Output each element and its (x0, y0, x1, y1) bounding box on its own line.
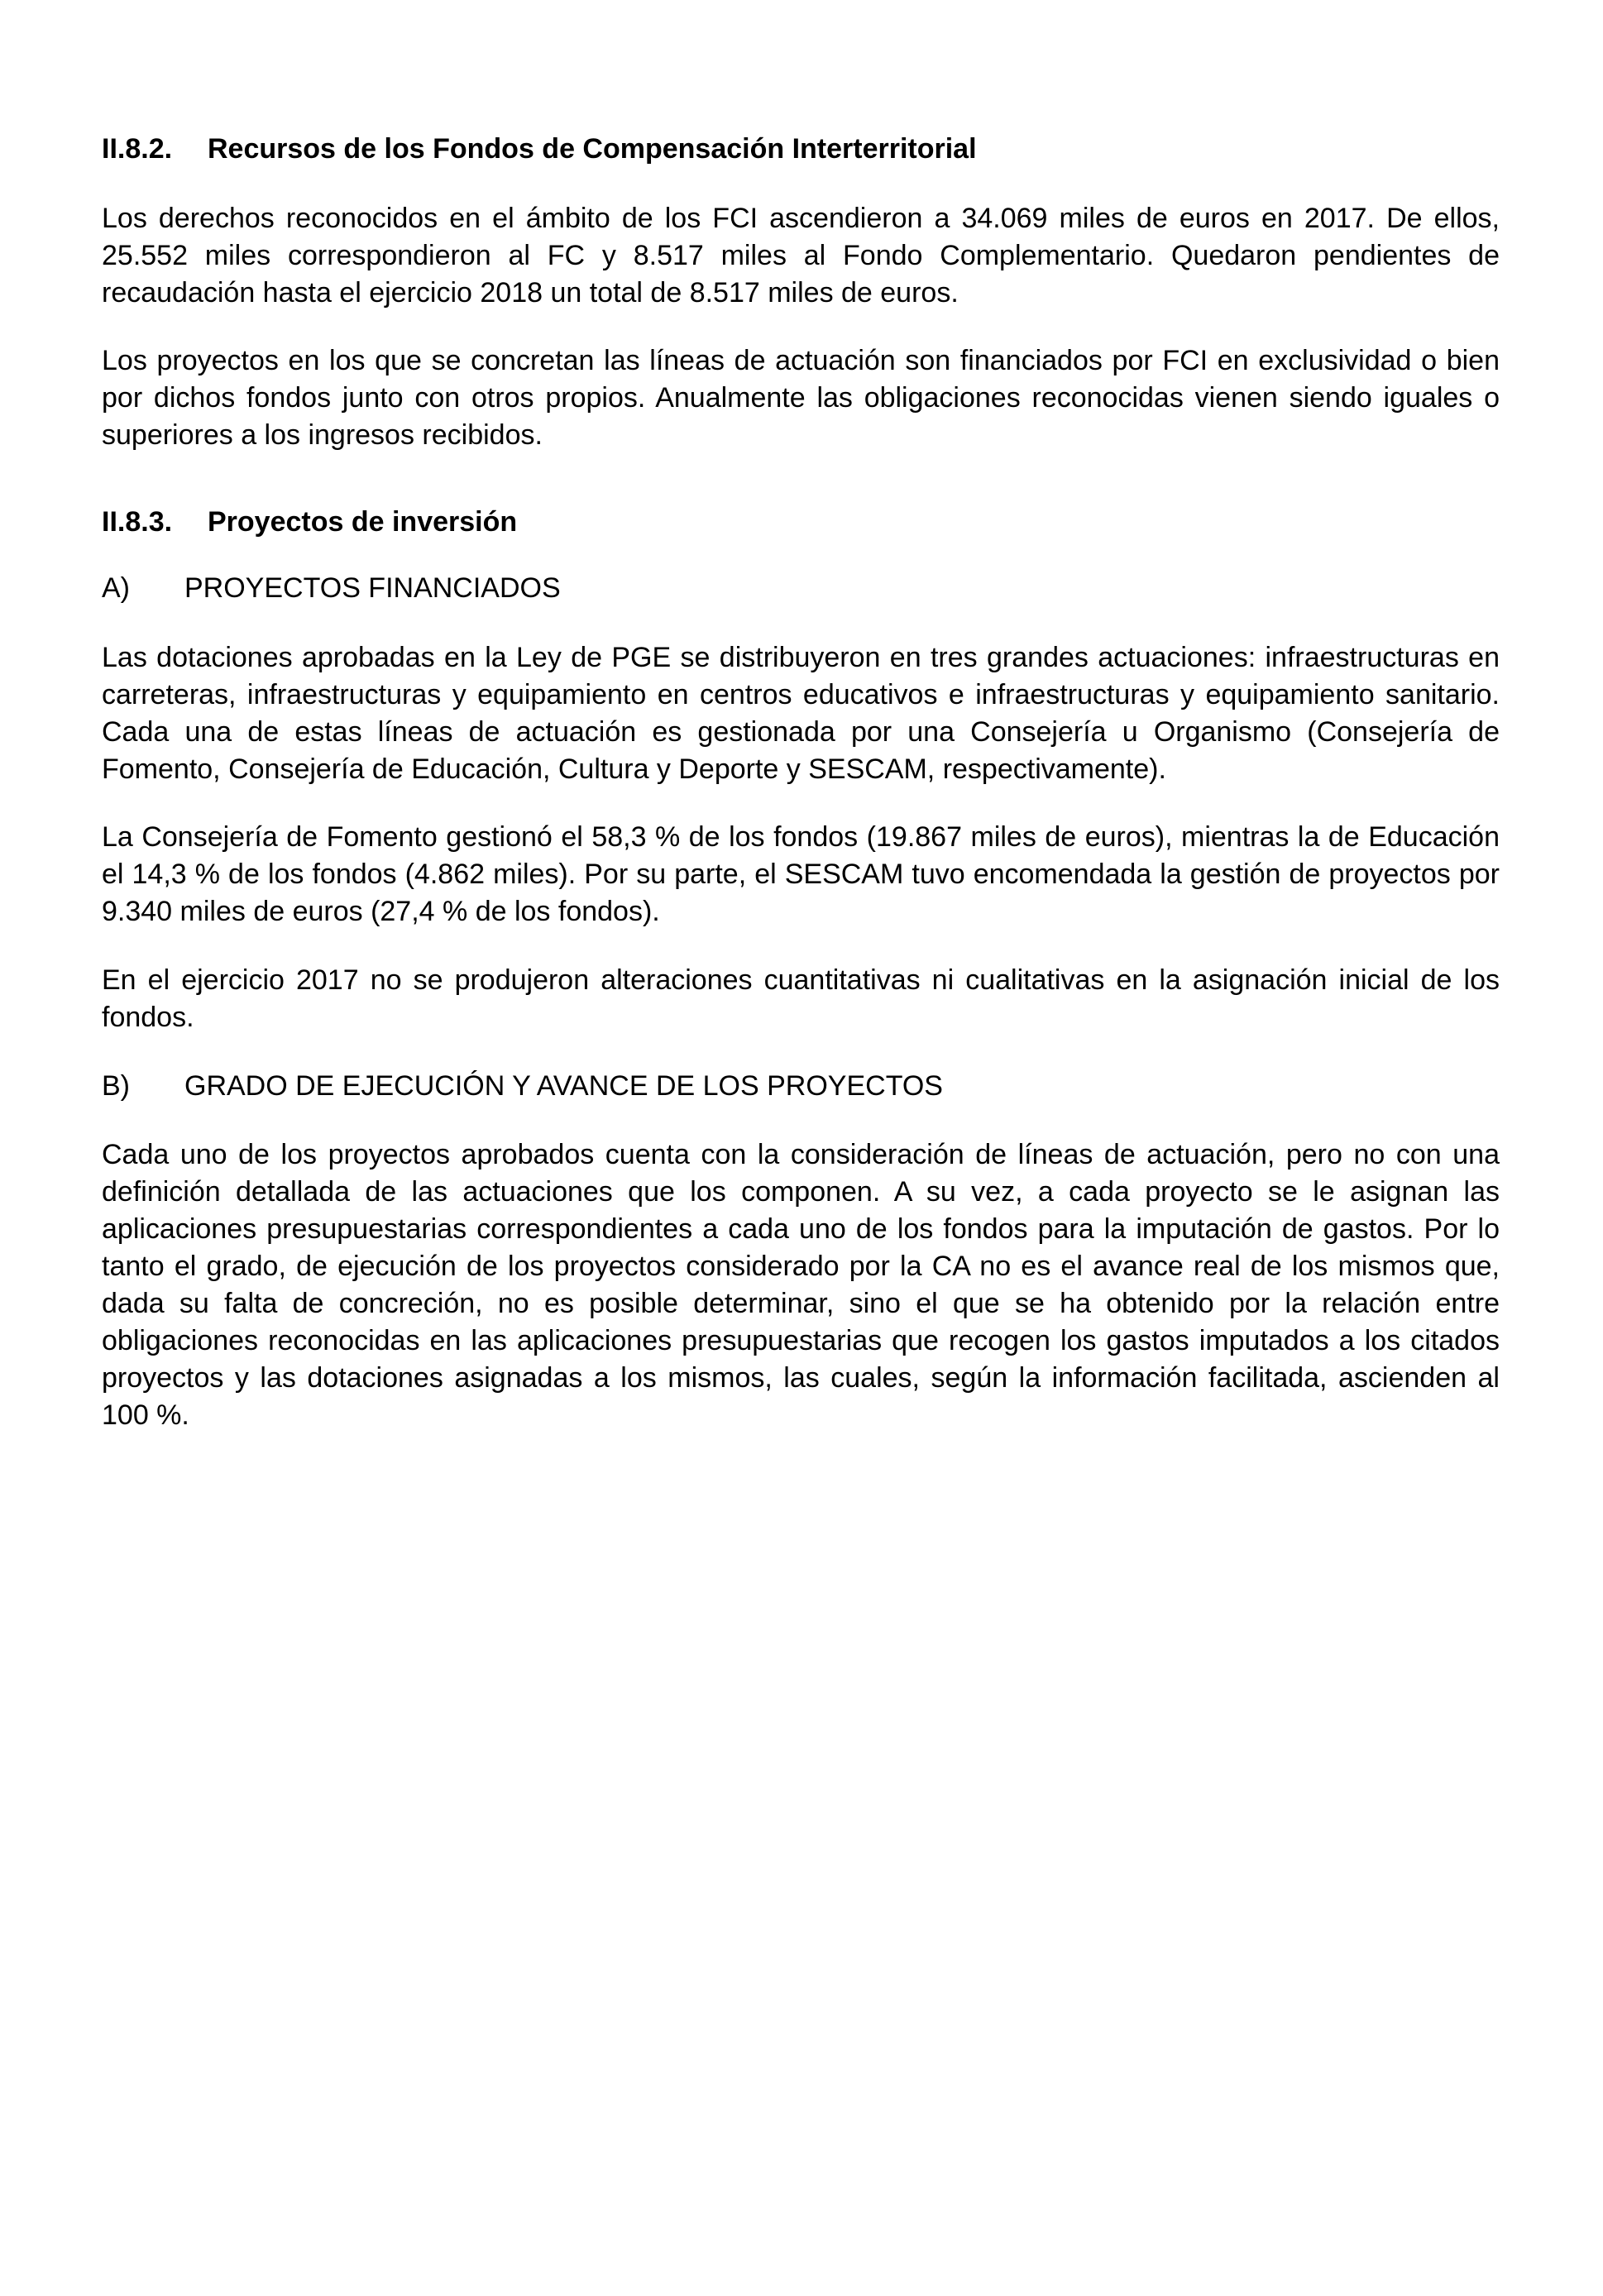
subsection-heading-a (102, 570, 1500, 606)
section-title: Recursos de los Fondos de Compensación Interterritorial (208, 133, 977, 165)
subsection-title: PROYECTOS FINANCIADOS (184, 572, 561, 604)
section-title: Proyectos de inversión (208, 506, 518, 538)
paragraph-dotaciones: Las dotaciones aprobadas en la Ley de PGE se distribuyeron en tres grandes actuaciones: infraestructuras en carreteras, infraestructuras y equipamiento en centros educativos e infraestructuras y equipamiento sanitario. Cada una de estas líneas de actuación es gestionada por una Consejería u Organismo (Consejería de Fomento, Consejería de Educación, Cultura y Deporte y SESCAM, respectivamente). (102, 642, 1500, 785)
subsection-title: GRADO DE EJECUCIÓN Y AVANCE DE LOS PROYECTOS (184, 1070, 943, 1102)
document-page (102, 131, 1500, 1434)
section-number: II.8.2. (102, 133, 173, 165)
section-heading-ii-8-3 (102, 504, 1500, 540)
section-number: II.8.3. (102, 506, 173, 538)
paragraph-fci-rights: Los derechos reconocidos en el ámbito de los FCI ascendieron a 34.069 miles de euros en 2017. De ellos, 25.552 miles correspondieron al FC y 8.517 miles al Fondo Complementario. Quedaron pendientes de recaudación hasta el ejercicio 2018 un total de 8.517 miles de euros. (102, 203, 1500, 309)
paragraph-consejeria-fomento: La Consejería de Fomento gestionó el 58,3 % de los fondos (19.867 miles de euros), mientras la de Educación el 14,3 % de los fondos (4.862 miles). Por su parte, el SESCAM tuvo encomendada la gestión de proyectos por 9.340 miles de euros (27,4 % de los fondos). (102, 821, 1500, 927)
section-heading-ii-8-2 (102, 131, 1500, 167)
paragraph-ejercicio-2017: En el ejercicio 2017 no se produjeron alteraciones cuantitativas ni cualitativas en la asignación inicial de los fondos. (102, 964, 1500, 1033)
paragraph-grado-ejecucion: Cada uno de los proyectos aprobados cuenta con la consideración de líneas de actuación, pero no con una definición detallada de las actuaciones que los componen. A su vez, a cada proyecto se le asignan las aplicaciones presupuestarias correspondientes a cada uno de los fondos para la imputación de gastos. Por lo tanto el grado, de ejecución de los proyectos considerado por la CA no es el avance real de los mismos que, dada su falta de concreción, no es posible determinar, sino el que se ha obtenido por la relación entre obligaciones reconocidas en las aplicaciones presupuestarias que recogen los gastos imputados a los citados proyectos y las dotaciones asignadas a los mismos, las cuales, según la información facilitada, ascienden al 100 %. (102, 1139, 1500, 1431)
subsection-heading-b (102, 1068, 1500, 1104)
paragraph-fci-projects: Los proyectos en los que se concretan las líneas de actuación son financiados por FCI en exclusividad o bien por dichos fondos junto con otros propios. Anualmente las obligaciones reconocidas vienen siendo iguales o superiores a los ingresos recibidos. (102, 345, 1500, 451)
subsection-letter: A) (102, 572, 130, 604)
subsection-letter: B) (102, 1070, 130, 1102)
